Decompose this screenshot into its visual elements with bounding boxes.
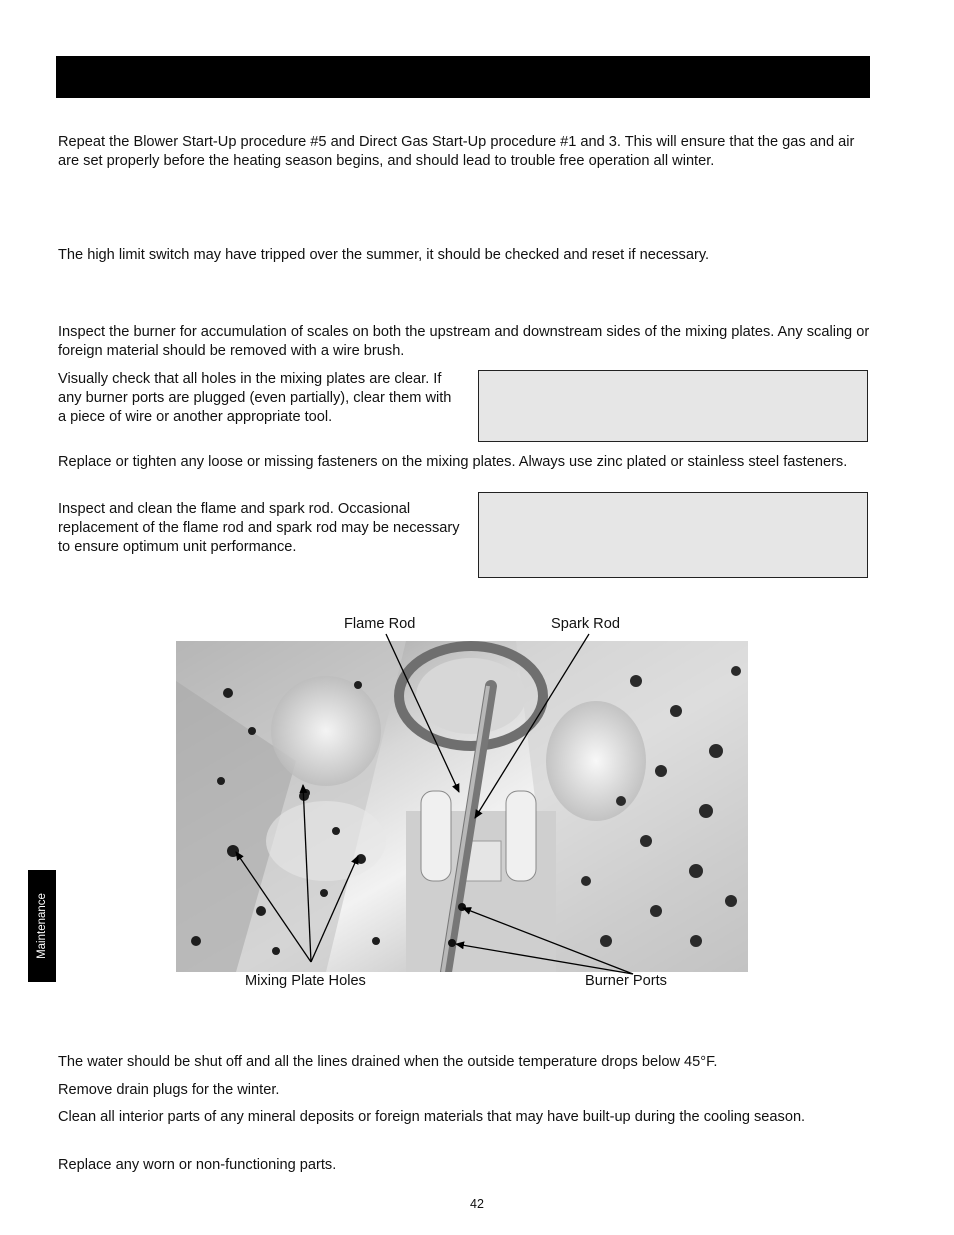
spark-rod-label: Spark Rod bbox=[551, 616, 620, 632]
note-box-1 bbox=[478, 370, 868, 442]
burner-inspect-paragraph: Inspect the burner for accumulation of scales on both the upstream and downstream sides of the mixing plates. Any scaling or foreign material should be removed with a wire brush. bbox=[58, 324, 870, 359]
section-header-bar bbox=[56, 56, 870, 98]
water-shutoff-paragraph: The water should be shut off and all the lines drained when the outside temperature drops below 45°F. bbox=[58, 1054, 718, 1070]
flame-rod-label: Flame Rod bbox=[344, 616, 416, 632]
drain-plugs-paragraph: Remove drain plugs for the winter. bbox=[58, 1082, 280, 1098]
mixing-plate-holes-label: Mixing Plate Holes bbox=[245, 973, 366, 989]
burner-photo bbox=[176, 641, 748, 972]
clean-interior-paragraph: Clean all interior parts of any mineral deposits or foreign materials that may have built-up during the cooling season. bbox=[58, 1109, 806, 1125]
side-tab-label: Maintenance bbox=[36, 893, 48, 959]
high-limit-paragraph: The high limit switch may have tripped over the summer, it should be checked and reset if necessary. bbox=[58, 247, 710, 263]
page-number: 42 bbox=[470, 1197, 484, 1211]
replace-parts-paragraph: Replace any worn or non-functioning parts. bbox=[58, 1157, 337, 1173]
maintenance-side-tab bbox=[28, 870, 56, 982]
flame-spark-rod-paragraph: Inspect and clean the flame and spark rod. Occasional replacement of the flame rod and spark rod may be necessary to ensure optimum unit performance. bbox=[58, 501, 460, 555]
note-box-2 bbox=[478, 492, 868, 578]
burner-ports-label: Burner Ports bbox=[585, 973, 667, 989]
mixing-holes-paragraph: Visually check that all holes in the mixing plates are clear. If any burner ports are plugged (even partially), clear them with a piece of wire or another appropriate tool. bbox=[58, 371, 452, 425]
fasteners-paragraph: Replace or tighten any loose or missing fasteners on the mixing plates. Always use zinc plated or stainless steel fasteners. bbox=[58, 454, 848, 470]
blower-startup-paragraph: Repeat the Blower Start-Up procedure #5 and Direct Gas Start-Up procedure #1 and 3. This will ensure that the gas and air are set properly before the heating season begins, and should lead to trouble free operation all winter. bbox=[58, 134, 855, 169]
